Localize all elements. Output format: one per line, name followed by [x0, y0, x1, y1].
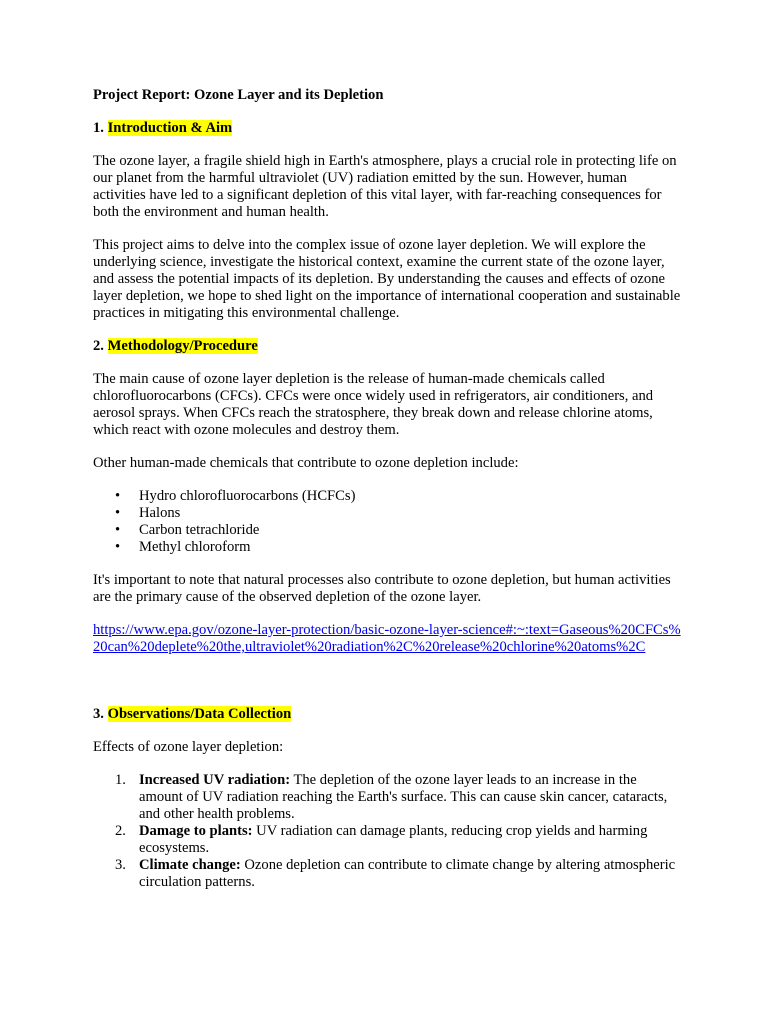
section-2-number: 2. — [93, 338, 104, 354]
intro-paragraph-2: This project aims to delve into the complex issue of ozone layer depletion. We will explore the underlying science, investigate the historical context, examine the current state of the ozone layer, and assess the potential impacts of its depletion. By understanding the causes and effects of ozone layer depletion, we hope to shed light on the importance of international cooperation and sustainable practices in mitigating this environmental challenge. — [93, 237, 681, 321]
methodology-paragraph-2: Other human-made chemicals that contribute to ozone depletion include: — [93, 455, 519, 471]
section-2-heading — [93, 338, 683, 355]
list-number: 2. — [115, 823, 126, 839]
bullet-icon: • — [115, 505, 121, 521]
list-item — [93, 522, 683, 539]
section-1-title: Introduction & Aim — [107, 120, 233, 136]
section-3-heading — [93, 706, 683, 723]
list-item — [93, 539, 683, 556]
list-item — [93, 505, 683, 522]
bullet-icon: • — [115, 539, 121, 555]
spacer — [93, 672, 683, 706]
effect-text: UV radiation can damage plants, reducing crop yields and harming ecosystems. — [139, 823, 648, 856]
bullet-icon: • — [115, 488, 121, 504]
chemicals-list — [93, 488, 683, 556]
list-item — [93, 772, 683, 823]
section-3-number: 3. — [93, 706, 104, 722]
list-item — [93, 823, 683, 857]
list-item-text: Hydro chlorofluorocarbons (HCFCs) — [139, 488, 356, 504]
list-item — [93, 488, 683, 505]
list-number: 3. — [115, 857, 126, 873]
list-number: 1. — [115, 772, 126, 788]
section-3-title: Observations/Data Collection — [107, 706, 292, 722]
methodology-paragraph-3: It's important to note that natural processes also contribute to ozone depletion, but human activities are the primary cause of the observed depletion of the ozone layer. — [93, 572, 671, 605]
bullet-icon: • — [115, 522, 121, 538]
intro-paragraph-1: The ozone layer, a fragile shield high in Earth's atmosphere, plays a crucial role in protecting life on our planet from the harmful ultraviolet (UV) radiation emitted by the sun. However, human activities have led to a significant depletion of this vital layer, with far-reaching consequences for both the environment and human health. — [93, 153, 677, 220]
list-item-text: Methyl chloroform — [139, 539, 251, 555]
list-item-text: Carbon tetrachloride — [139, 522, 260, 538]
section-1-number: 1. — [93, 120, 104, 136]
effect-label: Climate change: — [139, 857, 241, 873]
effects-list — [93, 772, 683, 891]
list-item — [93, 857, 683, 891]
effect-label: Increased UV radiation: — [139, 772, 291, 788]
effect-label: Damage to plants: — [139, 823, 253, 839]
source-link[interactable]: https://www.epa.gov/ozone-layer-protection/basic-ozone-layer-science#:~:text=Gaseous%20CFCs%20can%20deplete%20the,ultraviolet%20radiation%2C%20release%20chlorine%20atoms%2C — [93, 622, 681, 655]
list-item-text: Halons — [139, 505, 181, 521]
document-title: Project Report: Ozone Layer and its Depletion — [93, 87, 384, 103]
effect-text: Ozone depletion can contribute to climate change by altering atmospheric circulation patterns. — [139, 857, 676, 890]
observations-intro: Effects of ozone layer depletion: — [93, 739, 284, 755]
section-1-heading — [93, 120, 683, 137]
methodology-paragraph-1: The main cause of ozone layer depletion is the release of human-made chemicals called chlorofluorocarbons (CFCs). CFCs were once widely used in refrigerators, air conditioners, and aerosol sprays. When CFCs reach the stratosphere, they break down and release chlorine atoms, which react with ozone molecules and destroy them. — [93, 371, 654, 438]
document-page — [93, 87, 683, 891]
section-2-title: Methodology/Procedure — [107, 338, 258, 354]
effect-text: The depletion of the ozone layer leads to an increase in the amount of UV radiation reaching the Earth's surface. This can cause skin cancer, cataracts, and other health problems. — [139, 772, 668, 822]
